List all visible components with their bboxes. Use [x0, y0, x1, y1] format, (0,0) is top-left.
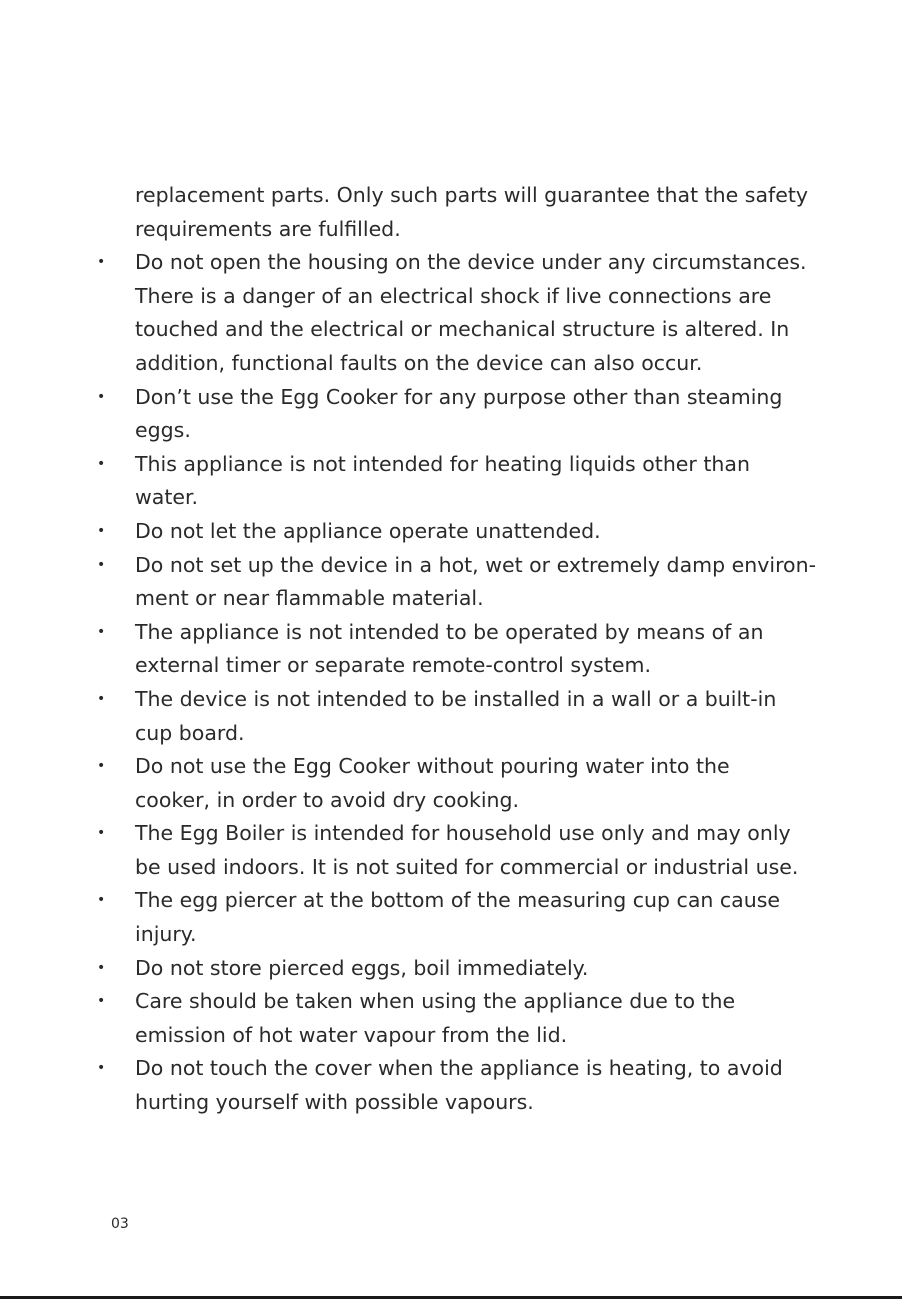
bullet-icon: • [97, 388, 106, 405]
text-line: injury. [135, 922, 197, 947]
text-line: water. [135, 485, 199, 510]
list-item [0, 381, 902, 448]
text-line: Do not touch the cover when the appliance is heating, to avoid [135, 1056, 783, 1081]
bullet-icon: • [97, 556, 106, 573]
text-line: This appliance is not intended for heating liquids other than [135, 451, 750, 476]
bullet-icon: • [97, 1060, 106, 1077]
text-line: Do not use the Egg Cooker without pouring water into the [135, 754, 730, 779]
list-item [0, 817, 902, 884]
bullet-icon: • [97, 959, 106, 976]
text-line: The Egg Boiler is intended for household use only and may only [135, 821, 791, 846]
bullet-icon: • [97, 690, 106, 707]
page-number: 03 [111, 1216, 129, 1232]
text-line: Do not store pierced eggs, boil immediately. [135, 955, 589, 980]
text-line: hurting yourself with possible vapours. [135, 1090, 534, 1115]
list-item [0, 952, 902, 986]
text-line: ment or near flammable material. [135, 586, 484, 611]
text-line: external timer or separate remote-control system. [135, 653, 651, 678]
text-line: addition, functional faults on the device can also occur. [135, 350, 703, 375]
text-line: Do not let the appliance operate unattended. [135, 518, 601, 543]
safety-instructions [0, 179, 902, 1120]
text-line: cup board. [135, 720, 245, 745]
text-line: The appliance is not intended to be operated by means of an [135, 619, 764, 644]
list-item [0, 616, 902, 683]
bullet-icon: • [97, 623, 106, 640]
text-line: The device is not intended to be installed in a wall or a built-in [135, 686, 777, 711]
bullet-icon: • [97, 455, 106, 472]
list-item [0, 884, 902, 951]
text-line: Do not open the housing on the device under any circumstances. [135, 250, 807, 275]
text-line: There is a danger of an electrical shock if live connections are [135, 283, 772, 308]
list-item [0, 985, 902, 1052]
list-item [0, 448, 902, 515]
text-line: emission of hot water vapour from the lid. [135, 1022, 568, 1047]
bullet-icon: • [97, 758, 106, 775]
list-item [0, 750, 902, 817]
text-line: requirements are fulfilled. [135, 216, 401, 241]
bullet-icon: • [97, 993, 106, 1010]
bullet-icon: • [97, 522, 106, 539]
bullet-icon: • [97, 254, 106, 271]
text-line: replacement parts. Only such parts will guarantee that the safety [135, 183, 809, 207]
bullet-icon: • [97, 892, 106, 909]
list-item [0, 246, 902, 380]
continued-paragraph [0, 179, 902, 246]
text-line: touched and the electrical or mechanical structure is altered. In [135, 317, 790, 342]
text-line: eggs. [135, 418, 191, 443]
text-line: The egg piercer at the bottom of the measuring cup can cause [135, 888, 781, 913]
list-item [0, 515, 902, 549]
list-item [0, 549, 902, 616]
text-line: Do not set up the device in a hot, wet or extremely damp environ- [135, 552, 816, 577]
list-item [0, 683, 902, 750]
text-line: Care should be taken when using the appliance due to the [135, 989, 736, 1014]
text-line: Don’t use the Egg Cooker for any purpose other than steaming [135, 384, 783, 409]
bullet-icon: • [97, 825, 106, 842]
text-line: cooker, in order to avoid dry cooking. [135, 787, 520, 812]
text-line: be used indoors. It is not suited for commercial or industrial use. [135, 854, 799, 879]
list-item [0, 1052, 902, 1119]
